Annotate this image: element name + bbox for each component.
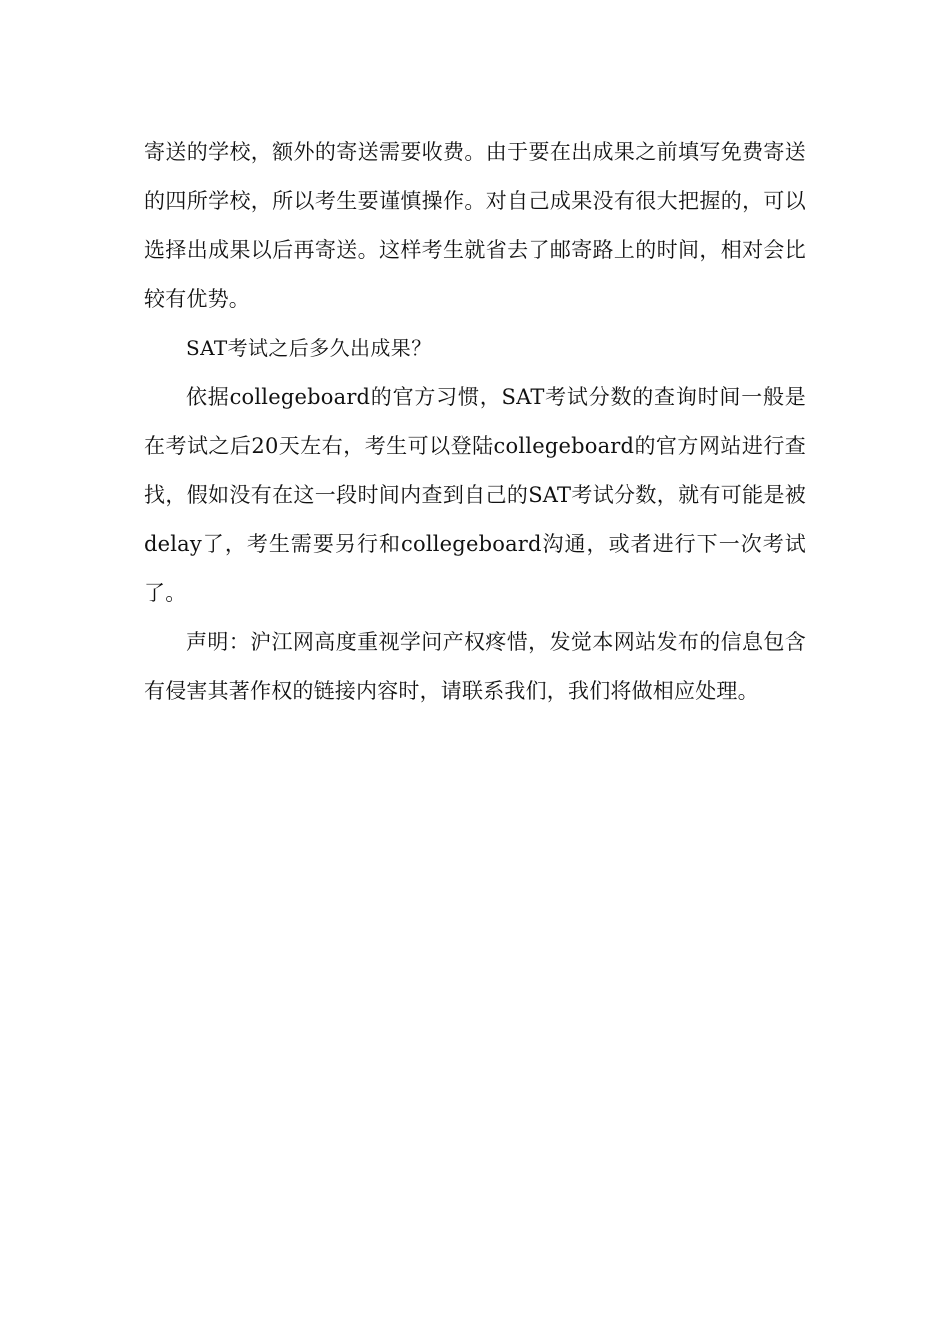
paragraph-answer: 依据collegeboard的官方习惯，SAT考试分数的查询时间一般是在考试之后20天左右，考生可以登陆collegeboard的官方网站进行查找，假如没有在这一段时间内查到自己的SAT考试分数，就有可能是被delay了，考生需要另行和collegeboard沟通，或者进行下一次考试了。 [144,385,806,605]
document-body [144,128,806,716]
disclaimer-paragraph: 声明：沪江网高度重视学问产权疼惜，发觉本网站发布的信息包含有侵害其著作权的链接内容时，请联系我们，我们将做相应处理。 [144,630,806,703]
section-question: SAT考试之后多久出成果？ [186,336,432,360]
paragraph-continuation: 寄送的学校，额外的寄送需要收费。由于要在出成果之前填写免费寄送的四所学校，所以考生要谨慎操作。对自己成果没有很大把握的，可以选择出成果以后再寄送。这样考生就省去了邮寄路上的时间，相对会比较有优势。 [144,140,806,311]
